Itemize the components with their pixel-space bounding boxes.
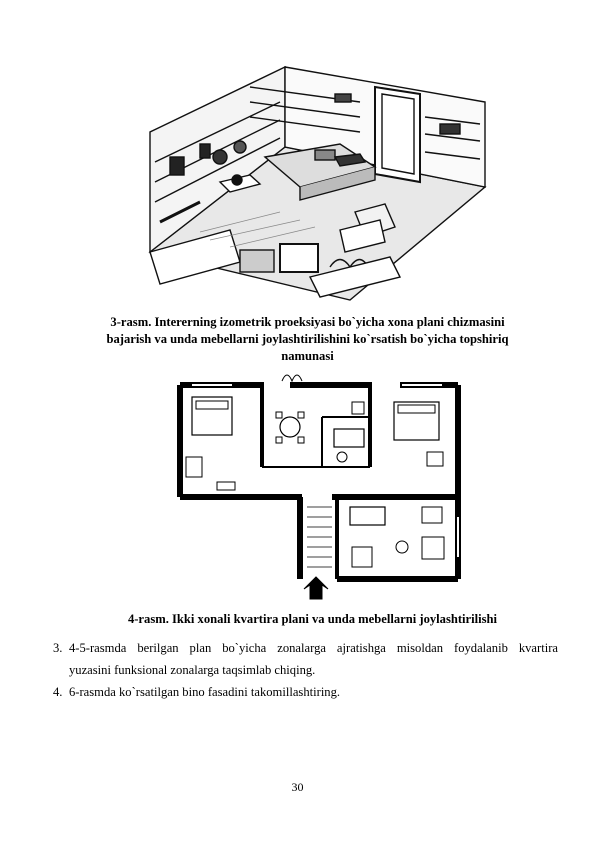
figure-3-caption-line-2: bajarish va unda mebellarni joylashtirilishini ko`rsatish bo`yicha topshiriq [106, 332, 509, 346]
figure-3-isometric-drawing [140, 62, 495, 304]
list-item [53, 681, 558, 703]
figure-3-caption-line-3: namunasi [281, 349, 334, 363]
task-text-line-1: 4-5-rasmda berilgan plan bo`yicha zonalarga ajratishga misoldan foydalanib kvartira [69, 641, 558, 655]
task-number: 4. [53, 685, 63, 699]
figure-4-caption: 4-rasm. Ikki xonali kvartira plani va unda mebellarni joylashtirilishi [127, 612, 498, 626]
figure-3-caption [70, 314, 545, 365]
page-number: 30 [291, 780, 304, 794]
figure-3-caption-line-1: 3-rasm. Intererning izometrik proeksiyasi bo`yicha xona plani chizmasini [110, 315, 505, 329]
figure-4-floor-plan [172, 367, 464, 605]
task-number: 3. [53, 641, 63, 655]
task-text-line-1: 6-rasmda ko`rsatilgan bino fasadini takomillashtiring. [69, 685, 341, 699]
apartment-floor-plan-illustration [172, 367, 464, 605]
list-item [53, 637, 558, 681]
isometric-room-illustration [140, 62, 495, 304]
task-text-line-2: yuzasini funksional zonalarga taqsimlab chiqing. [69, 663, 316, 677]
